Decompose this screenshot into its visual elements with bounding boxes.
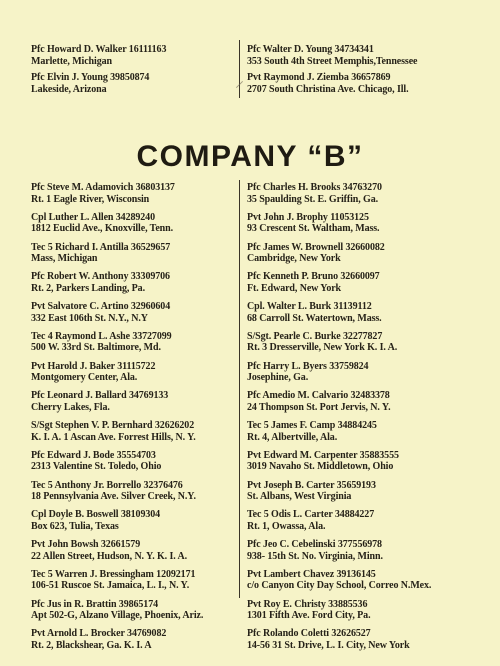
top-column-divider: [239, 40, 240, 98]
entry-name-line: Tec 5 Richard I. Antilla 36529657: [31, 241, 171, 253]
left-roster-column: [31, 182, 236, 658]
entry-address-line: 35 Spaulding St. E. Griffin, Ga.: [247, 193, 378, 205]
entry-name-line: Tec 5 Warren J. Bressingham 12092171: [31, 568, 196, 580]
roster-entry: [31, 599, 236, 622]
roster-entry: [31, 44, 231, 67]
entry-name-line: Pvt Joseph B. Carter 35659193: [247, 479, 376, 491]
entry-address-line: 14-56 31 St. Drive, L. I. City, New York: [247, 639, 410, 651]
entry-address-line: 353 South 4th Street Memphis,Tennessee: [247, 55, 418, 67]
roster-entry: [31, 420, 236, 443]
entry-address-line: Rt. 2, Parkers Landing, Pa.: [31, 282, 145, 294]
roster-entry: [247, 242, 482, 265]
roster-entry: [247, 480, 482, 503]
entry-name-line: Tec 5 Anthony Jr. Borrello 32376476: [31, 479, 183, 491]
entry-address-line: Box 623, Tulia, Texas: [31, 520, 119, 532]
entry-name-line: Cpl Luther L. Allen 34289240: [31, 211, 155, 223]
entry-address-line: Apt 502-G, Alzano Village, Phoenix, Ariz.: [31, 610, 204, 621]
entry-address-line: 18 Pennsylvania Ave. Silver Creek, N.Y.: [31, 491, 196, 502]
entry-name-line: Tec 5 Odis L. Carter 34884227: [247, 509, 375, 521]
roster-entry: [247, 182, 482, 205]
entry-address-line: 1301 Fifth Ave. Ford City, Pa.: [247, 610, 371, 621]
entry-address-line: Rt. 3 Dresserville, New York K. I. A.: [247, 342, 398, 354]
top-left-column: [31, 44, 231, 100]
roster-entry: [31, 242, 236, 265]
entry-name-line: Pvt Lambert Chavez 39136145: [247, 568, 376, 580]
entry-address-line: St. Albans, West Virginia: [247, 491, 352, 502]
entry-name-line: Pfc Steve M. Adamovich 36803137: [31, 182, 175, 193]
entry-address-line: Marlette, Michigan: [31, 55, 112, 67]
entry-name-line: Pvt Arnold L. Brocker 34769082: [31, 628, 167, 640]
entry-address-line: 938- 15th St. No. Virginia, Minn.: [247, 550, 383, 562]
roster-entry: [31, 539, 236, 562]
entry-name-line: Cpl Doyle B. Boswell 38109304: [31, 509, 161, 521]
roster-entry: [31, 480, 236, 503]
roster-entry: [31, 450, 236, 473]
roster-entry: [247, 599, 482, 622]
entry-address-line: 500 W. 33rd St. Baltimore, Md.: [31, 342, 161, 354]
roster-entry: [31, 72, 231, 95]
roster-entry: [31, 301, 236, 324]
entry-address-line: 1812 Euclid Ave., Knoxville, Tenn.: [31, 223, 174, 235]
entry-name-line: Tec 5 James F. Camp 34884245: [247, 420, 377, 431]
entry-name-line: Pvt Salvatore C. Artino 32960604: [31, 301, 171, 312]
roster-entry: [247, 628, 482, 651]
entry-name-line: Pvt Edward M. Carpenter 35883555: [247, 449, 399, 461]
roster-entry: [31, 212, 236, 235]
entry-name-line: S/Sgt Stephen V. P. Bernhard 32626202: [31, 420, 195, 431]
roster-entry: [247, 420, 482, 443]
roster-entry: [31, 331, 236, 354]
entry-name-line: Pfc Amedio M. Calvario 32483378: [247, 390, 390, 402]
roster-entry: [247, 509, 482, 532]
entry-address-line: 3019 Navaho St. Middletown, Ohio: [247, 461, 394, 473]
entry-address-line: Rt. 1 Eagle River, Wisconsin: [31, 193, 150, 205]
entry-address-line: 93 Crescent St. Waltham, Mass.: [247, 223, 380, 235]
entry-name-line: Pfc James W. Brownell 32660082: [247, 241, 385, 253]
roster-entry: [247, 331, 482, 354]
entry-name-line: Pfc Charles H. Brooks 34763270: [247, 182, 382, 193]
entry-name-line: Pfc Robert W. Anthony 33309706: [31, 271, 170, 283]
entry-address-line: Lakeside, Arizona: [31, 83, 107, 95]
entry-address-line: Rt. 1, Owassa, Ala.: [247, 520, 326, 532]
entry-name-line: Pfc Edward J. Bode 35554703: [31, 449, 156, 461]
entry-address-line: 106-51 Ruscoe St. Jamaica, L. I., N. Y.: [31, 580, 190, 592]
entry-address-line: K. I. A. 1 Ascan Ave. Forrest Hills, N. Y.: [31, 431, 196, 443]
entry-address-line: 22 Allen Street, Hudson, N. Y. K. I. A.: [31, 550, 188, 562]
roster-entry: [247, 271, 482, 294]
roster-entry: [247, 361, 482, 384]
entry-address-line: Montgomery Center, Ala.: [31, 372, 138, 383]
entry-address-line: Mass, Michigan: [31, 253, 98, 264]
entry-name-line: Pvt Harold J. Baker 31115722: [31, 360, 156, 372]
roster-entry: [31, 182, 236, 205]
entry-name-line: Pvt Roy E. Christy 33885536: [247, 598, 368, 610]
entry-address-line: 68 Carroll St. Watertown, Mass.: [247, 312, 382, 324]
roster-entry: [247, 539, 482, 562]
roster-entry: [247, 44, 477, 67]
entry-address-line: 2313 Valentine St. Toledo, Ohio: [31, 461, 162, 473]
entry-address-line: c/o Canyon City Day School, Correo N.Mex.: [247, 580, 432, 592]
roster-entry: [247, 212, 482, 235]
right-roster-column: [247, 182, 482, 658]
top-right-column: [247, 44, 477, 100]
entry-address-line: Rt. 4, Albertville, Ala.: [247, 431, 338, 443]
roster-entry: [31, 509, 236, 532]
roster-entry: [31, 271, 236, 294]
entry-name-line: Pfc Harry L. Byers 33759824: [247, 360, 369, 372]
roster-entry: [247, 569, 482, 592]
roster-entry: [247, 72, 477, 95]
entry-address-line: Cambridge, New York: [247, 253, 341, 264]
entry-address-line: 24 Thompson St. Port Jervis, N. Y.: [247, 401, 391, 413]
roster-entry: [247, 390, 482, 413]
entry-name-line: Pfc Kenneth P. Bruno 32660097: [247, 271, 380, 283]
entry-address-line: Cherry Lakes, Fla.: [31, 401, 110, 413]
entry-address-line: 2707 South Christina Ave. Chicago, Ill.: [247, 83, 409, 95]
entry-address-line: Rt. 2, Blackshear, Ga. K. I. A: [31, 639, 152, 651]
entry-name-line: Cpl. Walter L. Burk 31139112: [247, 301, 372, 312]
entry-name-line: Pfc Walter D. Young 34734341: [247, 44, 374, 55]
entry-name-line: Pfc Jeo C. Cebelinski 377556978: [247, 539, 382, 550]
entry-name-line: Pvt Raymond J. Ziemba 36657869: [247, 72, 391, 83]
entry-name-line: Pvt John Bowsh 32661579: [31, 539, 141, 550]
entry-name-line: Pfc Jus in R. Brattin 39865174: [31, 598, 159, 610]
entry-name-line: S/Sgt. Pearle C. Burke 32277827: [247, 330, 383, 342]
entry-name-line: Pfc Leonard J. Ballard 34769133: [31, 390, 169, 402]
roster-entry: [31, 628, 236, 651]
roster-column-divider: [239, 180, 240, 598]
roster-entry: [247, 450, 482, 473]
entry-address-line: Josephine, Ga.: [247, 372, 309, 383]
entry-name-line: Tec 4 Raymond L. Ashe 33727099: [31, 330, 172, 342]
roster-entry: [31, 361, 236, 384]
entry-name-line: Pfc Elvin J. Young 39850874: [31, 72, 150, 83]
roster-entry: [31, 569, 236, 592]
entry-name-line: Pfc Rolando Coletti 32626527: [247, 628, 371, 640]
entry-address-line: Ft. Edward, New York: [247, 282, 342, 294]
roster-entry: [247, 301, 482, 324]
roster-entry: [31, 390, 236, 413]
entry-address-line: 332 East 106th St. N.Y., N.Y: [31, 312, 148, 324]
company-heading: COMPANY “B”: [136, 140, 364, 173]
entry-name-line: Pvt John J. Brophy 11053125: [247, 211, 369, 223]
entry-name-line: Pfc Howard D. Walker 16111163: [31, 44, 167, 55]
